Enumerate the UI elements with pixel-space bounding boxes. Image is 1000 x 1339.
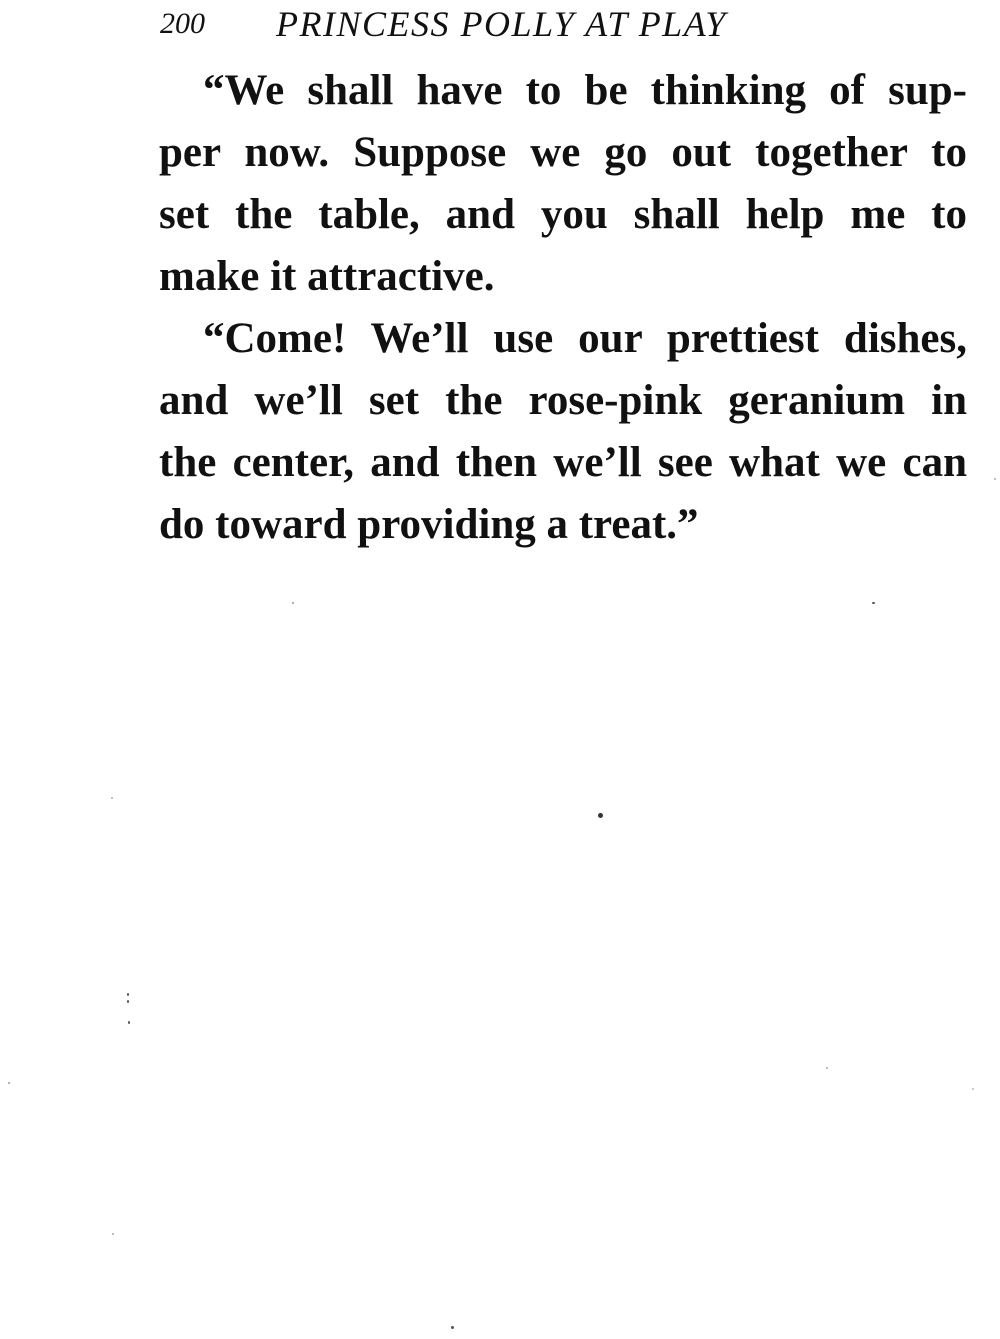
scan-speck	[8, 1082, 10, 1084]
book-title: PRINCESS POLLY AT PLAY	[276, 4, 727, 44]
scan-speck	[872, 602, 875, 604]
scan-speck	[994, 478, 996, 480]
scan-speck	[127, 1000, 129, 1003]
scan-speck	[972, 1088, 974, 1090]
text-line: “We shall have to be thinking of sup-	[203, 67, 967, 114]
scan-speck	[598, 813, 603, 818]
text-line: make it attractive.	[159, 253, 495, 300]
scan-speck	[292, 602, 294, 604]
scan-speck	[826, 1067, 828, 1069]
text-line: do toward providing a treat.”	[159, 501, 699, 548]
scan-speck	[451, 1326, 454, 1329]
scan-speck	[111, 797, 113, 799]
scan-speck	[128, 1021, 130, 1024]
text-line: set the table, and you shall help me to	[159, 191, 967, 238]
running-head	[160, 4, 860, 44]
page-number: 200	[160, 7, 205, 40]
scan-speck	[112, 1233, 114, 1235]
scan-speck	[127, 993, 129, 996]
body-text	[159, 60, 967, 556]
text-line: “Come! We’ll use our prettiest dishes,	[203, 315, 967, 362]
text-line: and we’ll set the rose-pink geranium in	[159, 377, 967, 424]
text-line: the center, and then we’ll see what we can	[159, 439, 967, 486]
text-line: per now. Suppose we go out together to	[159, 129, 967, 176]
